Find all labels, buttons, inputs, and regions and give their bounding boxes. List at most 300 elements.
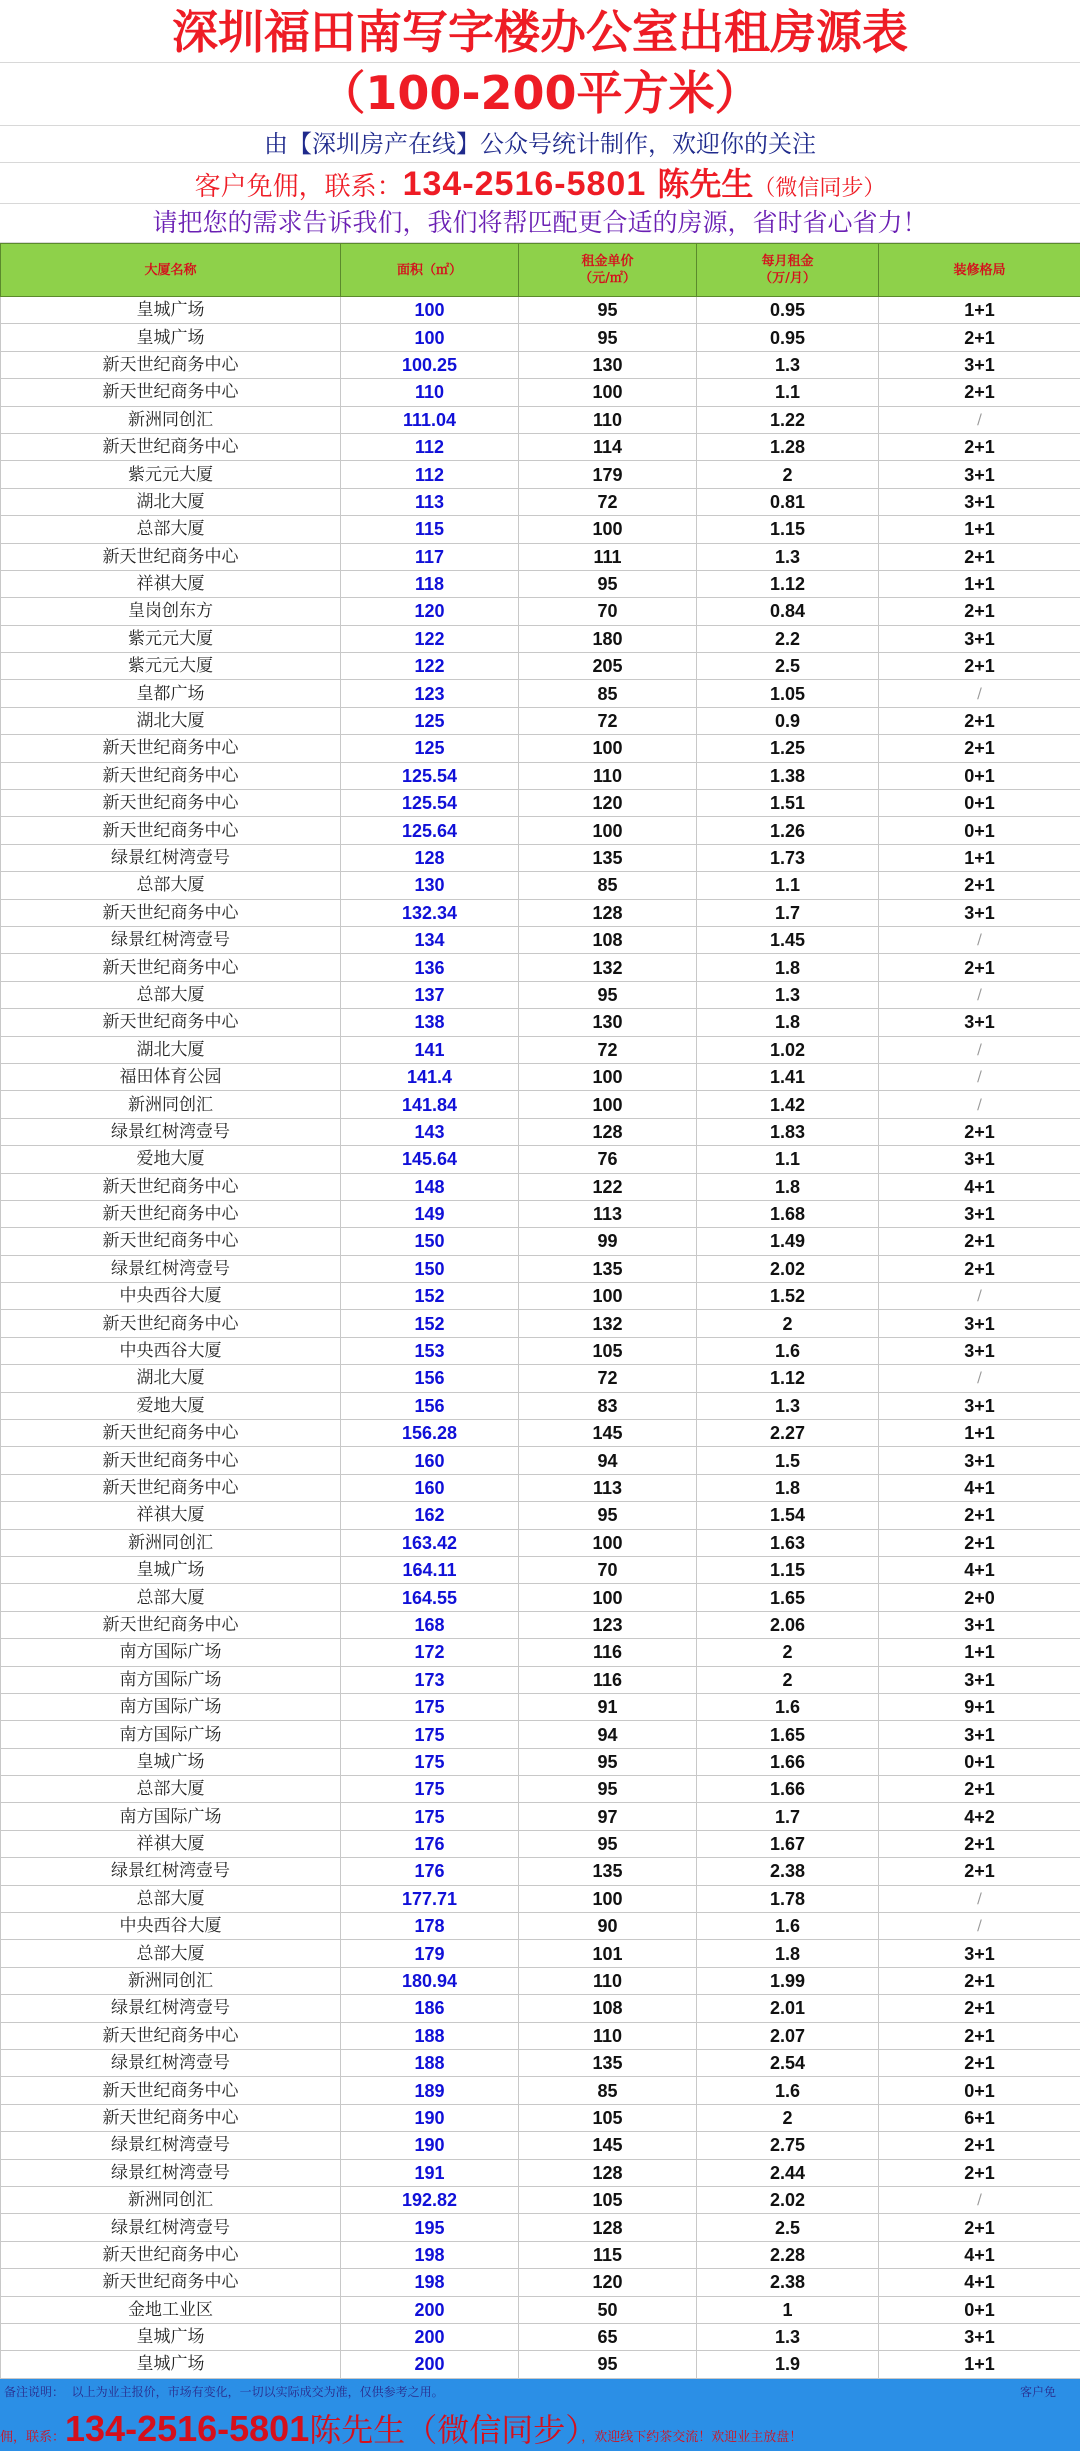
cell-building: 新洲同创汇 — [1, 1091, 341, 1118]
table-row — [1, 297, 1080, 324]
cell-monthly-rent: 2 — [697, 461, 879, 488]
table-row — [1, 1146, 1080, 1173]
cell-monthly-rent: 1.99 — [697, 1967, 879, 1994]
cell-unit-price: 72 — [519, 488, 697, 515]
table-row — [1, 1283, 1080, 1310]
footer-note — [4, 2383, 444, 2400]
cell-unit-price: 70 — [519, 598, 697, 625]
cell-unit-price: 72 — [519, 707, 697, 734]
cell-layout: / — [879, 1091, 1080, 1118]
table-row — [1, 1228, 1080, 1255]
cell-layout: / — [879, 1036, 1080, 1063]
cell-unit-price: 70 — [519, 1556, 697, 1583]
cell-unit-price: 100 — [519, 1584, 697, 1611]
cell-area: 100 — [341, 297, 519, 324]
cell-monthly-rent: 1.3 — [697, 1392, 879, 1419]
cell-area: 123 — [341, 680, 519, 707]
cell-monthly-rent: 1.42 — [697, 1091, 879, 1118]
cell-layout: 0+1 — [879, 2296, 1080, 2323]
cell-unit-price: 110 — [519, 406, 697, 433]
cell-building: 新天世纪商务中心 — [1, 2022, 341, 2049]
cell-monthly-rent: 1.9 — [697, 2351, 879, 2378]
cell-building: 新天世纪商务中心 — [1, 1228, 341, 1255]
cell-unit-price: 120 — [519, 2269, 697, 2296]
cell-layout: 0+1 — [879, 762, 1080, 789]
footer-banner — [0, 2379, 1080, 2451]
table-row — [1, 2077, 1080, 2104]
cell-building: 总部大厦 — [1, 872, 341, 899]
cell-building: 紫元元大厦 — [1, 625, 341, 652]
cell-layout: 2+1 — [879, 543, 1080, 570]
cell-layout: 9+1 — [879, 1693, 1080, 1720]
cell-monthly-rent: 2.06 — [697, 1611, 879, 1638]
cell-unit-price: 179 — [519, 461, 697, 488]
cell-monthly-rent: 2.27 — [697, 1420, 879, 1447]
cell-area: 153 — [341, 1337, 519, 1364]
table-row — [1, 1420, 1080, 1447]
cell-unit-price: 50 — [519, 2296, 697, 2323]
table-row — [1, 735, 1080, 762]
cell-layout: 2+1 — [879, 1502, 1080, 1529]
cell-area: 130 — [341, 872, 519, 899]
cell-building: 新天世纪商务中心 — [1, 817, 341, 844]
table-row — [1, 1173, 1080, 1200]
cell-building: 紫元元大厦 — [1, 461, 341, 488]
table-row — [1, 1337, 1080, 1364]
cell-layout: 3+1 — [879, 1721, 1080, 1748]
table-row — [1, 2323, 1080, 2350]
cell-building: 南方国际广场 — [1, 1639, 341, 1666]
cell-layout: 2+1 — [879, 2050, 1080, 2077]
cell-building: 爱地大厦 — [1, 1392, 341, 1419]
table-row — [1, 954, 1080, 981]
cell-area: 168 — [341, 1611, 519, 1638]
cell-monthly-rent: 1.02 — [697, 1036, 879, 1063]
cell-monthly-rent: 0.95 — [697, 297, 879, 324]
cell-layout: 2+1 — [879, 872, 1080, 899]
cell-unit-price: 85 — [519, 2077, 697, 2104]
cell-building: 总部大厦 — [1, 1940, 341, 1967]
cell-layout: 3+1 — [879, 1666, 1080, 1693]
cell-unit-price: 83 — [519, 1392, 697, 1419]
cell-building: 新洲同创汇 — [1, 2186, 341, 2213]
cell-monthly-rent: 1.8 — [697, 954, 879, 981]
cell-monthly-rent: 1.22 — [697, 406, 879, 433]
col-header-unit-price-sub: （元/㎡） — [579, 271, 636, 286]
cell-building: 绿景红树湾壹号 — [1, 926, 341, 953]
cell-monthly-rent: 1.41 — [697, 1063, 879, 1090]
cell-monthly-rent: 1.12 — [697, 570, 879, 597]
col-header-monthly-top: 每月租金 — [761, 254, 814, 269]
cell-monthly-rent: 1.05 — [697, 680, 879, 707]
cell-area: 134 — [341, 926, 519, 953]
cell-unit-price: 100 — [519, 1529, 697, 1556]
cell-layout: 0+1 — [879, 817, 1080, 844]
cell-layout: 4+2 — [879, 1803, 1080, 1830]
cell-layout: 3+1 — [879, 1392, 1080, 1419]
table-row — [1, 1009, 1080, 1036]
cell-area: 150 — [341, 1228, 519, 1255]
table-row — [1, 1611, 1080, 1638]
cell-layout: 2+1 — [879, 735, 1080, 762]
cell-unit-price: 97 — [519, 1803, 697, 1830]
cell-unit-price: 113 — [519, 1474, 697, 1501]
table-row — [1, 1200, 1080, 1227]
cell-layout: 2+1 — [879, 1118, 1080, 1145]
page-title: 深圳福田南写字楼办公室出租房源表 — [0, 0, 1080, 63]
cell-unit-price: 100 — [519, 1091, 697, 1118]
cell-monthly-rent: 0.9 — [697, 707, 879, 734]
cell-area: 172 — [341, 1639, 519, 1666]
cell-layout: / — [879, 1283, 1080, 1310]
cell-unit-price: 90 — [519, 1913, 697, 1940]
table-row — [1, 2022, 1080, 2049]
cell-unit-price: 115 — [519, 2241, 697, 2268]
cell-building: 南方国际广场 — [1, 1693, 341, 1720]
cell-monthly-rent: 0.81 — [697, 488, 879, 515]
cell-monthly-rent: 1.6 — [697, 1913, 879, 1940]
cell-area: 122 — [341, 653, 519, 680]
cell-layout: 2+1 — [879, 2132, 1080, 2159]
cell-layout: / — [879, 406, 1080, 433]
table-row — [1, 1502, 1080, 1529]
col-header-layout: 装修格局 — [879, 244, 1080, 297]
cell-layout: 4+1 — [879, 1556, 1080, 1583]
cell-building: 绿景红树湾壹号 — [1, 2050, 341, 2077]
footer-name: 陈先生（微信同步） — [309, 2410, 582, 2449]
cell-monthly-rent: 2 — [697, 2104, 879, 2131]
cell-unit-price: 205 — [519, 653, 697, 680]
cell-area: 112 — [341, 433, 519, 460]
col-header-monthly-rent — [697, 244, 879, 297]
cell-unit-price: 110 — [519, 762, 697, 789]
cell-layout: 4+1 — [879, 1474, 1080, 1501]
table-row — [1, 1310, 1080, 1337]
cell-unit-price: 128 — [519, 899, 697, 926]
cell-building: 金地工业区 — [1, 2296, 341, 2323]
cell-unit-price: 145 — [519, 1420, 697, 1447]
table-row — [1, 516, 1080, 543]
cell-unit-price: 135 — [519, 1255, 697, 1282]
table-row — [1, 2186, 1080, 2213]
cell-unit-price: 100 — [519, 516, 697, 543]
cell-monthly-rent: 2.54 — [697, 2050, 879, 2077]
cell-area: 189 — [341, 2077, 519, 2104]
cell-monthly-rent: 1.54 — [697, 1502, 879, 1529]
table-row — [1, 1639, 1080, 1666]
cell-building: 皇城广场 — [1, 2351, 341, 2378]
cell-building: 绿景红树湾壹号 — [1, 1858, 341, 1885]
cell-unit-price: 91 — [519, 1693, 697, 1720]
footer-contact — [0, 2405, 803, 2449]
table-row — [1, 872, 1080, 899]
cell-layout: 3+1 — [879, 461, 1080, 488]
cell-layout: 0+1 — [879, 2077, 1080, 2104]
table-row — [1, 899, 1080, 926]
cell-area: 112 — [341, 461, 519, 488]
cell-area: 120 — [341, 598, 519, 625]
cell-building: 新天世纪商务中心 — [1, 2269, 341, 2296]
table-row — [1, 2050, 1080, 2077]
cell-monthly-rent: 1.7 — [697, 1803, 879, 1830]
cell-building: 中央西谷大厦 — [1, 1283, 341, 1310]
cell-area: 150 — [341, 1255, 519, 1282]
cell-building: 新天世纪商务中心 — [1, 1173, 341, 1200]
cell-area: 200 — [341, 2351, 519, 2378]
cell-layout: / — [879, 1063, 1080, 1090]
cell-area: 156.28 — [341, 1420, 519, 1447]
page-header — [0, 0, 1080, 243]
footer-note-right: 客户免 — [1019, 2384, 1056, 2399]
cell-unit-price: 95 — [519, 570, 697, 597]
table-row — [1, 1858, 1080, 1885]
cell-monthly-rent: 2.38 — [697, 2269, 879, 2296]
cell-monthly-rent: 1.65 — [697, 1721, 879, 1748]
cell-building: 总部大厦 — [1, 981, 341, 1008]
table-row — [1, 1748, 1080, 1775]
cell-layout: / — [879, 1885, 1080, 1912]
cell-layout: 1+1 — [879, 1639, 1080, 1666]
cell-monthly-rent: 1.6 — [697, 2077, 879, 2104]
table-row — [1, 543, 1080, 570]
cell-monthly-rent: 1.8 — [697, 1940, 879, 1967]
cell-area: 200 — [341, 2296, 519, 2323]
cell-monthly-rent: 1.26 — [697, 817, 879, 844]
table-row — [1, 351, 1080, 378]
table-row — [1, 2241, 1080, 2268]
table-row — [1, 1693, 1080, 1720]
cell-monthly-rent: 1.15 — [697, 516, 879, 543]
cell-layout: / — [879, 680, 1080, 707]
cell-area: 192.82 — [341, 2186, 519, 2213]
table-row — [1, 461, 1080, 488]
cell-building: 新天世纪商务中心 — [1, 790, 341, 817]
cell-monthly-rent: 0.95 — [697, 324, 879, 351]
cell-area: 128 — [341, 844, 519, 871]
cell-area: 177.71 — [341, 1885, 519, 1912]
cell-layout: 4+1 — [879, 2241, 1080, 2268]
cell-unit-price: 135 — [519, 2050, 697, 2077]
cell-building: 皇城广场 — [1, 297, 341, 324]
cell-layout: 2+1 — [879, 2022, 1080, 2049]
table-row — [1, 2269, 1080, 2296]
cell-area: 117 — [341, 543, 519, 570]
cell-building: 新天世纪商务中心 — [1, 1009, 341, 1036]
cell-unit-price: 122 — [519, 1173, 697, 1200]
cell-unit-price: 95 — [519, 324, 697, 351]
cell-layout: / — [879, 926, 1080, 953]
cell-layout: 2+1 — [879, 2214, 1080, 2241]
cell-monthly-rent: 2.28 — [697, 2241, 879, 2268]
cell-monthly-rent: 1.3 — [697, 2323, 879, 2350]
cell-monthly-rent: 2.07 — [697, 2022, 879, 2049]
table-row — [1, 625, 1080, 652]
cell-monthly-rent: 1.83 — [697, 1118, 879, 1145]
cell-unit-price: 128 — [519, 2214, 697, 2241]
footer-note-text: 以上为业主报价，市场有变化，一切以实际成交为准，仅供参考之用。 — [71, 2384, 444, 2399]
table-row — [1, 2296, 1080, 2323]
cell-monthly-rent: 2.5 — [697, 2214, 879, 2241]
cell-area: 145.64 — [341, 1146, 519, 1173]
table-row — [1, 488, 1080, 515]
cell-building: 新洲同创汇 — [1, 1529, 341, 1556]
cell-layout: 0+1 — [879, 790, 1080, 817]
cell-monthly-rent: 1.38 — [697, 762, 879, 789]
cell-area: 152 — [341, 1310, 519, 1337]
cell-unit-price: 108 — [519, 926, 697, 953]
cell-building: 湖北大厦 — [1, 488, 341, 515]
cell-monthly-rent: 2.02 — [697, 1255, 879, 1282]
cell-monthly-rent: 1.1 — [697, 872, 879, 899]
table-row — [1, 1830, 1080, 1857]
cell-area: 141 — [341, 1036, 519, 1063]
cell-area: 190 — [341, 2132, 519, 2159]
cell-building: 皇都广场 — [1, 680, 341, 707]
cell-layout: 1+1 — [879, 516, 1080, 543]
cell-unit-price: 100 — [519, 379, 697, 406]
col-header-building: 大厦名称 — [1, 244, 341, 297]
cell-area: 175 — [341, 1803, 519, 1830]
table-row — [1, 1392, 1080, 1419]
cell-unit-price: 95 — [519, 1830, 697, 1857]
source-line: 由【深圳房产在线】公众号统计制作，欢迎你的关注 — [0, 126, 1080, 163]
cell-unit-price: 100 — [519, 1283, 697, 1310]
cell-area: 113 — [341, 488, 519, 515]
cell-monthly-rent: 1.73 — [697, 844, 879, 871]
cell-building: 新天世纪商务中心 — [1, 2104, 341, 2131]
wechat-note: （微信同步） — [753, 176, 886, 201]
cell-unit-price: 110 — [519, 2022, 697, 2049]
table-row — [1, 1529, 1080, 1556]
cell-layout: 1+1 — [879, 844, 1080, 871]
cell-layout: 0+1 — [879, 1748, 1080, 1775]
cell-layout: 2+1 — [879, 1255, 1080, 1282]
table-row — [1, 1776, 1080, 1803]
cell-monthly-rent: 1.52 — [697, 1283, 879, 1310]
cell-layout: 3+1 — [879, 1940, 1080, 1967]
col-header-unit-price-top: 租金单价 — [581, 254, 634, 269]
cell-area: 148 — [341, 1173, 519, 1200]
table-row — [1, 2132, 1080, 2159]
cell-monthly-rent: 1.66 — [697, 1748, 879, 1775]
cell-area: 149 — [341, 1200, 519, 1227]
table-row — [1, 817, 1080, 844]
cell-area: 141.4 — [341, 1063, 519, 1090]
table-row — [1, 1063, 1080, 1090]
table-row — [1, 324, 1080, 351]
cell-unit-price: 108 — [519, 1995, 697, 2022]
table-row — [1, 1967, 1080, 1994]
cell-area: 195 — [341, 2214, 519, 2241]
cell-monthly-rent: 1.45 — [697, 926, 879, 953]
cell-layout: / — [879, 1365, 1080, 1392]
cell-layout: 3+1 — [879, 1611, 1080, 1638]
cell-area: 200 — [341, 2323, 519, 2350]
cell-monthly-rent: 1.3 — [697, 543, 879, 570]
cell-building: 绿景红树湾壹号 — [1, 1995, 341, 2022]
cell-building: 总部大厦 — [1, 516, 341, 543]
cell-area: 175 — [341, 1748, 519, 1775]
cell-area: 125.54 — [341, 762, 519, 789]
cell-building: 新天世纪商务中心 — [1, 762, 341, 789]
contact-phone[interactable]: 134-2516-5801 — [402, 165, 647, 203]
cell-monthly-rent: 0.84 — [697, 598, 879, 625]
cell-unit-price: 72 — [519, 1365, 697, 1392]
cell-building: 新天世纪商务中心 — [1, 2241, 341, 2268]
cell-unit-price: 123 — [519, 1611, 697, 1638]
cell-monthly-rent: 1.25 — [697, 735, 879, 762]
cell-unit-price: 94 — [519, 1447, 697, 1474]
cell-unit-price: 105 — [519, 2104, 697, 2131]
table-row — [1, 406, 1080, 433]
table-row — [1, 379, 1080, 406]
cell-layout: 3+1 — [879, 1200, 1080, 1227]
cell-area: 137 — [341, 981, 519, 1008]
cell-area: 111.04 — [341, 406, 519, 433]
cell-unit-price: 145 — [519, 2132, 697, 2159]
cell-area: 191 — [341, 2159, 519, 2186]
cell-monthly-rent: 2.02 — [697, 2186, 879, 2213]
cell-unit-price: 85 — [519, 680, 697, 707]
cell-monthly-rent: 1.7 — [697, 899, 879, 926]
cell-building: 绿景红树湾壹号 — [1, 1255, 341, 1282]
cell-unit-price: 95 — [519, 1502, 697, 1529]
cell-area: 164.11 — [341, 1556, 519, 1583]
cell-area: 122 — [341, 625, 519, 652]
contact-prefix: 客户免佣，联系： — [194, 172, 403, 202]
cell-area: 178 — [341, 1913, 519, 1940]
footer-phone[interactable]: 134-2516-5801 — [65, 2407, 310, 2449]
cell-unit-price: 111 — [519, 543, 697, 570]
cell-layout: 2+1 — [879, 954, 1080, 981]
table-row — [1, 1995, 1080, 2022]
table-header-row — [1, 244, 1080, 297]
table-row — [1, 598, 1080, 625]
cell-area: 198 — [341, 2241, 519, 2268]
cell-area: 156 — [341, 1392, 519, 1419]
cell-area: 164.55 — [341, 1584, 519, 1611]
cell-layout: 2+1 — [879, 707, 1080, 734]
table-row — [1, 707, 1080, 734]
cell-building: 新天世纪商务中心 — [1, 899, 341, 926]
cell-building: 皇城广场 — [1, 1748, 341, 1775]
cell-unit-price: 100 — [519, 1885, 697, 1912]
cell-monthly-rent: 1.8 — [697, 1009, 879, 1036]
cell-building: 祥祺大厦 — [1, 1502, 341, 1529]
cell-unit-price: 100 — [519, 1063, 697, 1090]
cell-layout: / — [879, 981, 1080, 1008]
footer-note-label: 备注说明： — [4, 2384, 65, 2399]
table-row — [1, 1118, 1080, 1145]
cell-building: 绿景红树湾壹号 — [1, 2132, 341, 2159]
cell-monthly-rent: 1.8 — [697, 1474, 879, 1501]
cell-unit-price: 116 — [519, 1639, 697, 1666]
cell-layout: 4+1 — [879, 1173, 1080, 1200]
cell-building: 皇城广场 — [1, 324, 341, 351]
table-row — [1, 2214, 1080, 2241]
cell-monthly-rent: 2.01 — [697, 1995, 879, 2022]
cell-building: 新洲同创汇 — [1, 1967, 341, 1994]
cell-layout: 3+1 — [879, 899, 1080, 926]
cell-building: 绿景红树湾壹号 — [1, 2214, 341, 2241]
cell-monthly-rent: 1.66 — [697, 1776, 879, 1803]
cell-area: 100.25 — [341, 351, 519, 378]
cell-monthly-rent: 1.8 — [697, 1173, 879, 1200]
cell-layout: / — [879, 2186, 1080, 2213]
cell-layout: 2+1 — [879, 433, 1080, 460]
listing-table — [0, 243, 1080, 2379]
col-header-area: 面积（㎡） — [341, 244, 519, 297]
